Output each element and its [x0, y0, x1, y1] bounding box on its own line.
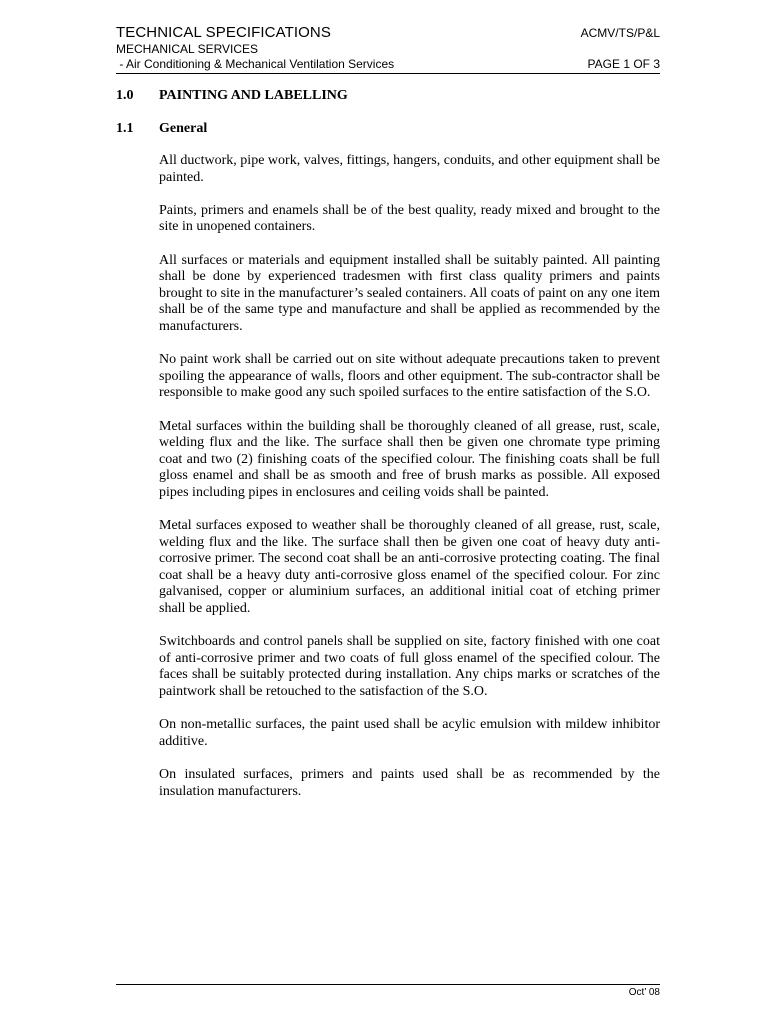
- subsection-number: 1.1: [116, 121, 134, 136]
- page-number: PAGE 1 OF 3: [587, 57, 660, 71]
- section-title: PAINTING AND LABELLING: [159, 88, 348, 103]
- paragraph: All ductwork, pipe work, valves, fittings, hangers, conduits, and other equipment shall be painted.: [159, 153, 660, 185]
- paragraph: Switchboards and control panels shall be supplied on site, factory finished with one coat of anti-corrosive primer and two coats of full gloss enamel of the specified colour. The faces shall be suitably protected during installation. Any chips marks or scratches of the paintwork shall be retouched to the satisfaction of the S.O.: [159, 634, 660, 699]
- header-row-subtitle: [116, 42, 660, 57]
- paragraph: Paints, primers and enamels shall be of the best quality, ready mixed and brought to the site in unopened containers.: [159, 202, 660, 235]
- document-subsubtitle: - Air Conditioning & Mechanical Ventilation Services: [116, 57, 395, 71]
- document-title: TECHNICAL SPECIFICATIONS: [116, 24, 331, 41]
- page-header: [116, 24, 660, 74]
- section-number: 1.0: [116, 88, 134, 103]
- footer-date: Oct’ 08: [628, 987, 660, 998]
- document-body: [116, 87, 660, 817]
- section-heading: [116, 87, 660, 105]
- paragraph: Metal surfaces within the building shall be thoroughly cleaned of all grease, rust, scale, welding flux and the like. The surface shall then be given one chromate type priming coat and two (2) finishing coats of the specified colour. The finishing coats shall be full gloss enamel and shall be as smooth and free of brush marks as possible. All exposed pipes including pipes in enclosures and ceiling voids shall be painted.: [159, 418, 660, 500]
- header-row-title: [116, 24, 660, 42]
- subsection-heading: [116, 120, 660, 138]
- document-code: ACMV/TS/P&L: [580, 26, 660, 40]
- paragraph: All surfaces or materials and equipment installed shall be suitably painted. All painting shall be done by experienced tradesmen with first class quality primers and paints brought to site in the manufacturer’s sealed containers. All coats of paint on any one item shall be of the same type and manufacture and shall be applied as recommended by the manufacturers.: [159, 252, 660, 334]
- subsection-title: General: [159, 121, 208, 136]
- paragraph: No paint work shall be carried out on site without adequate precautions taken to prevent spoiling the appearance of walls, floors and other equipment. The sub-contractor shall be responsible to make good any such spoiled surfaces to the entire satisfaction of the S.O.: [159, 352, 660, 401]
- paragraph: On non-metallic surfaces, the paint used shall be acylic emulsion with mildew inhibitor additive.: [159, 717, 660, 749]
- footer-divider: [116, 984, 660, 985]
- document-subtitle: MECHANICAL SERVICES: [116, 42, 259, 56]
- header-row-page: [116, 57, 660, 72]
- paragraph: On insulated surfaces, primers and paints used shall be as recommended by the insulation manufacturers.: [159, 766, 660, 799]
- paragraph: Metal surfaces exposed to weather shall be thoroughly cleaned of all grease, rust, scale, welding flux and the like. The surface shall then be given one coat of heavy duty anti-corrosive primer. The second coat shall be an anti-corrosive protecting coating. The final coat shall be a heavy duty anti-corrosive gloss enamel of the specified colour. For zinc galvanised, copper or aluminium surfaces, an additional initial coat of etching primer shall be applied.: [159, 518, 660, 617]
